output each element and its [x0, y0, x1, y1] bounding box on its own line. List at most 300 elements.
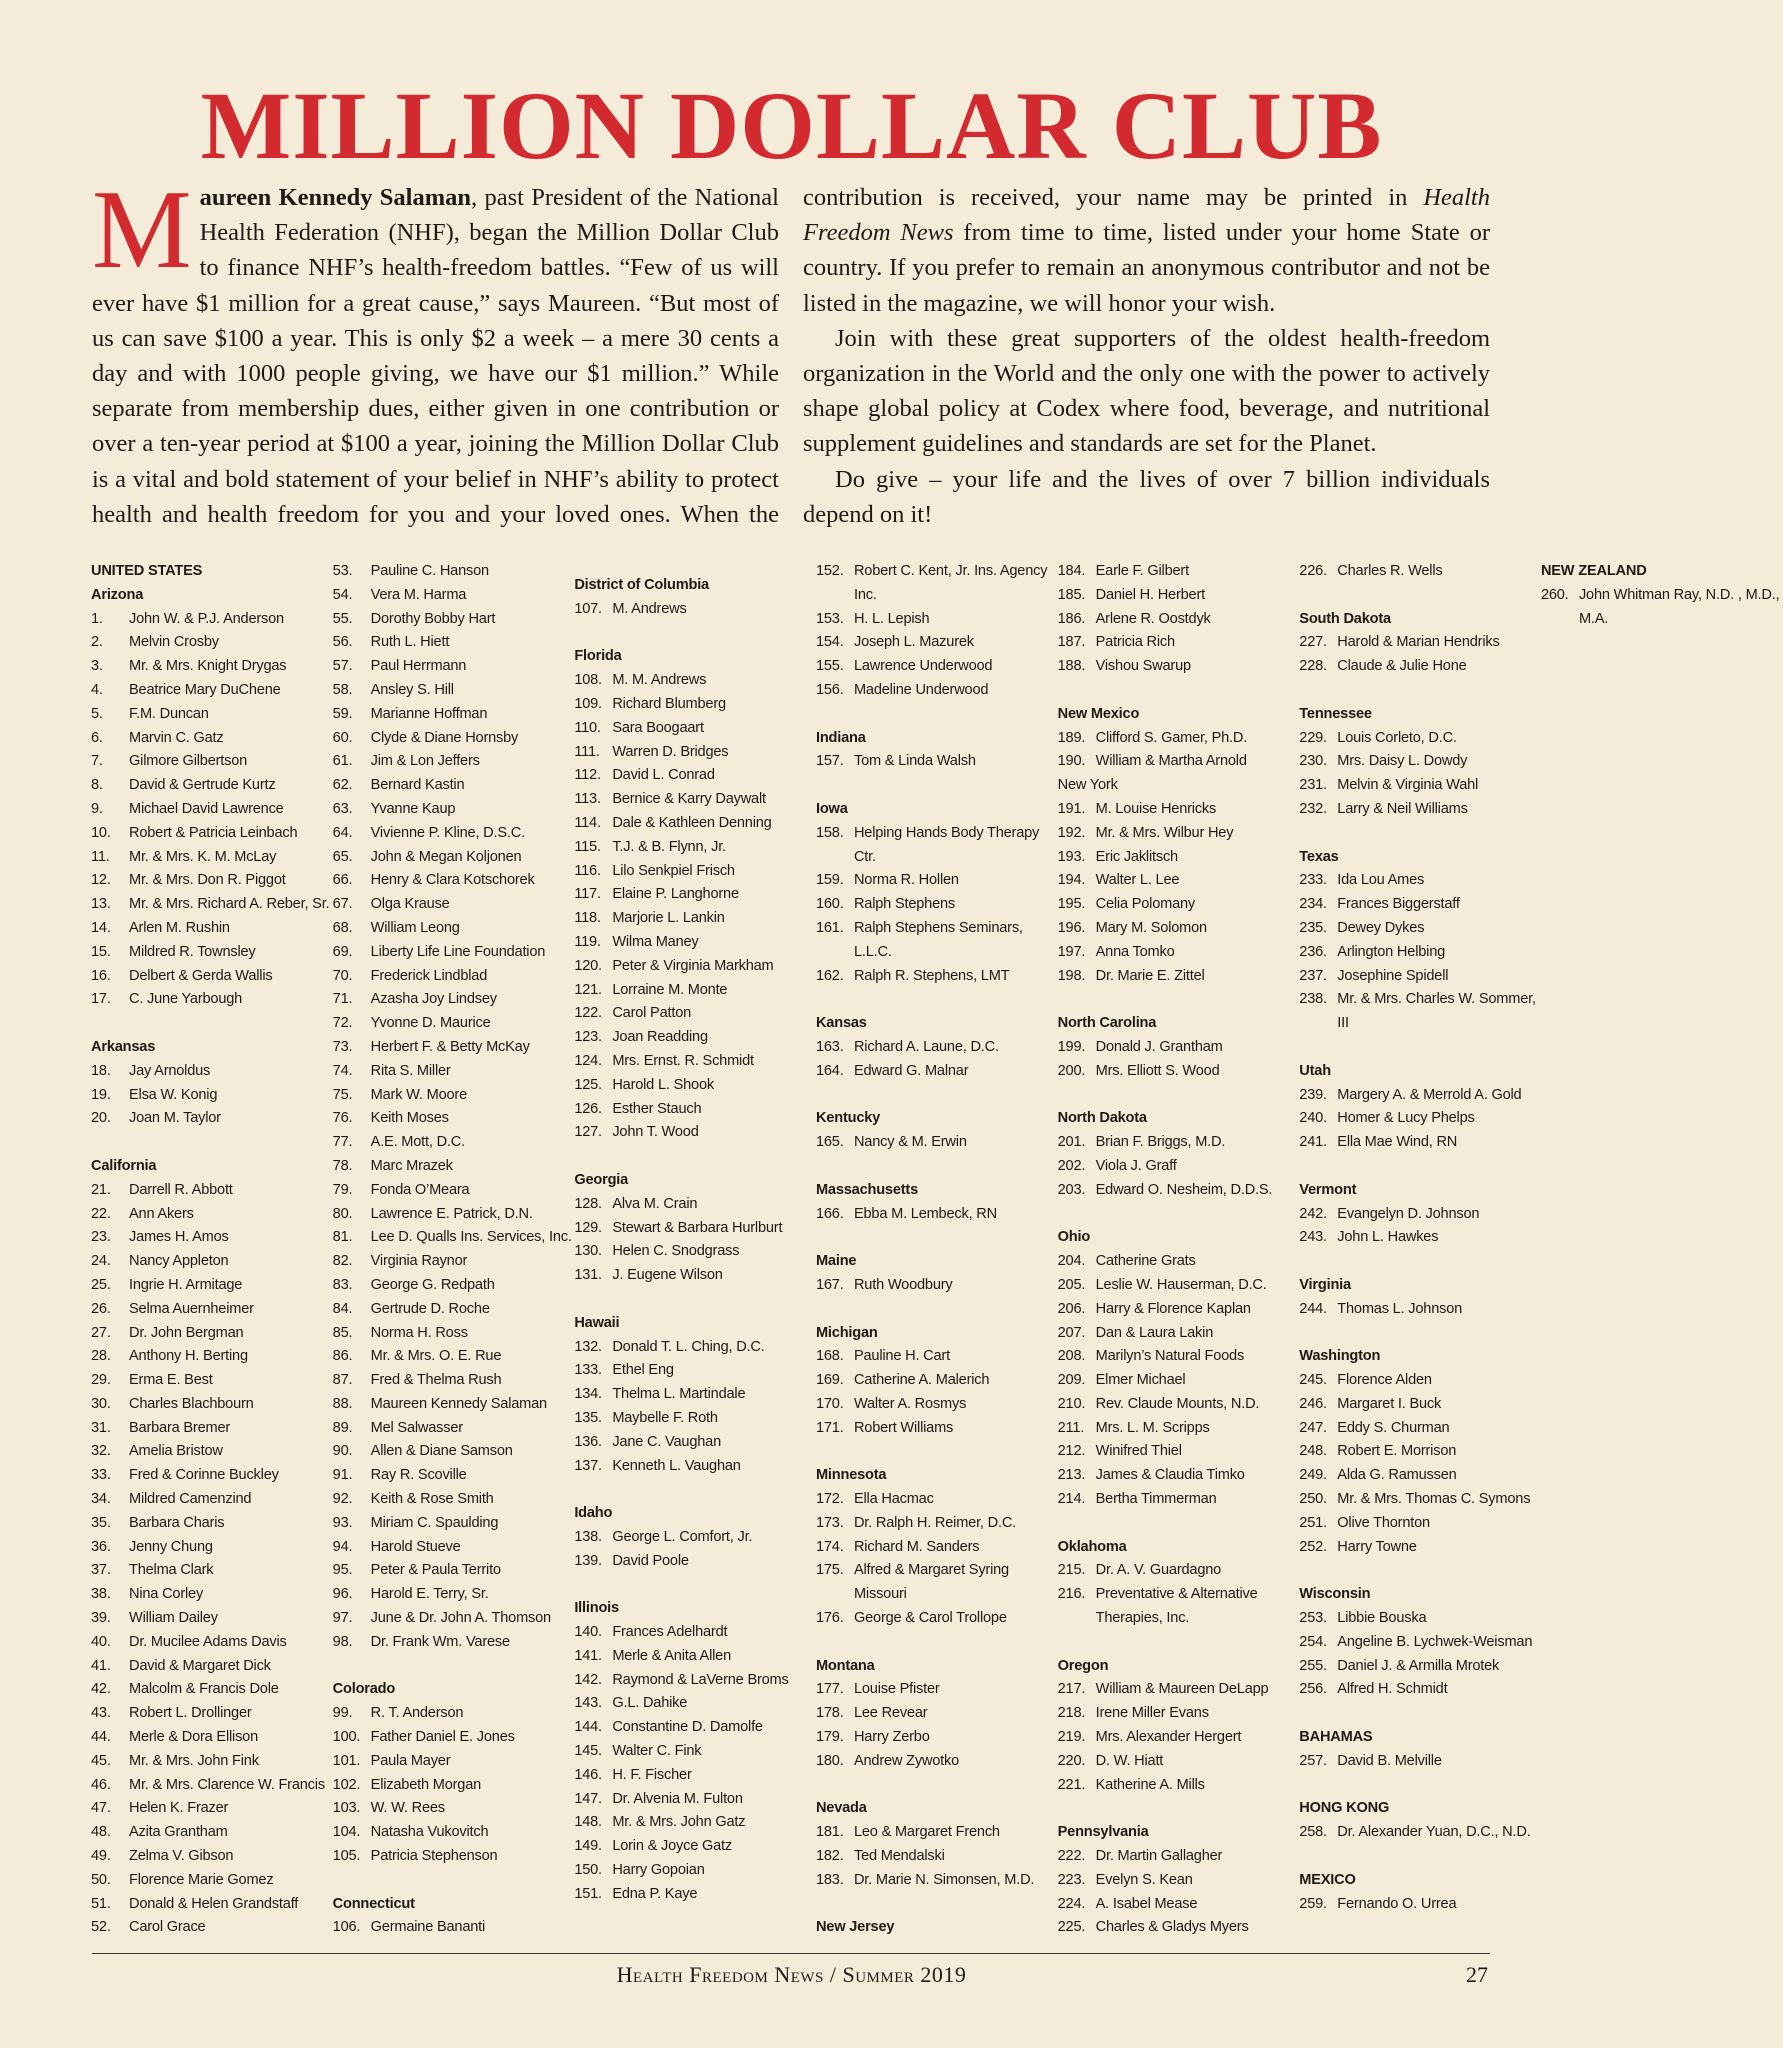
member-number: 10.: [91, 824, 111, 841]
member-entry: [333, 1607, 575, 1631]
state-heading: Texas: [1299, 848, 1339, 865]
member-number: 185.: [1057, 586, 1086, 603]
member-number: 101.: [332, 1752, 361, 1769]
member-name: Harry & Florence Kaplan: [1095, 1300, 1251, 1317]
member-entry: [1299, 1203, 1541, 1227]
member-entry: [91, 917, 333, 941]
member-name: Winifred Thiel: [1095, 1443, 1182, 1460]
member-entry: [1299, 750, 1541, 774]
member-number: 255.: [1299, 1657, 1327, 1674]
member-number: 240.: [1299, 1110, 1327, 1127]
member-number: 214.: [1057, 1491, 1086, 1508]
member-entry: [1058, 655, 1300, 679]
member-name: Evangelyn D. Johnson: [1337, 1205, 1480, 1222]
member-name: Maybelle F. Roth: [612, 1409, 718, 1426]
section-gap: [1058, 1797, 1300, 1821]
member-entry: [333, 1250, 575, 1274]
member-entry: [574, 1026, 816, 1050]
member-number: 59.: [332, 705, 353, 722]
member-entry: [574, 907, 816, 931]
member-name: Thomas L. Johnson: [1337, 1300, 1463, 1317]
member-name: Norma R. Hollen: [853, 872, 959, 889]
member-entry: [816, 1845, 1058, 1869]
member-number: 19.: [91, 1086, 111, 1103]
member-number: 66.: [332, 872, 353, 889]
member-section: [1058, 774, 1300, 988]
state-heading: Oklahoma: [1057, 1538, 1127, 1555]
member-number: 81.: [332, 1229, 353, 1246]
member-name: Claude & Julie Hone: [1337, 658, 1467, 675]
member-entry: [816, 1345, 1058, 1369]
member-name: Joan Readding: [612, 1029, 708, 1046]
member-entry: [1299, 941, 1541, 965]
state-heading: Iowa: [815, 800, 848, 817]
member-section: [333, 1655, 575, 1869]
member-entry: [1058, 1893, 1300, 1917]
member-number: 207.: [1057, 1324, 1086, 1341]
member-section: [574, 622, 816, 1146]
member-entry: [333, 917, 575, 941]
member-entry: [816, 1750, 1058, 1774]
member-number: 192.: [1057, 824, 1086, 841]
member-name: Ralph R. Stephens, LMT: [853, 967, 1010, 984]
member-number: 29.: [91, 1372, 111, 1389]
section-gap: [1058, 988, 1300, 1012]
member-entry: [1299, 655, 1541, 679]
member-entry: [1058, 1179, 1300, 1203]
member-entry: [816, 1369, 1058, 1393]
member-number: 85.: [332, 1324, 353, 1341]
member-name: William & Maureen DeLapp: [1095, 1681, 1269, 1698]
member-entry: [333, 1821, 575, 1845]
country-heading: NEW ZEALAND: [1540, 563, 1647, 579]
member-name: Louis Corleto, D.C.: [1337, 729, 1457, 746]
member-name: Brian F. Briggs, M.D.: [1095, 1134, 1226, 1151]
state-heading: Nevada: [815, 1800, 867, 1817]
member-entry: [816, 1131, 1058, 1155]
member-name: M. M. Andrews: [612, 672, 707, 689]
member-entry: [574, 812, 816, 836]
member-entry: [91, 1203, 333, 1227]
member-entry: [333, 1726, 575, 1750]
member-number: 164.: [815, 1062, 844, 1079]
member-name: Pauline C. Hanson: [370, 563, 489, 579]
member-entry: [1058, 1702, 1300, 1726]
member-name: David & Gertrude Kurtz: [129, 777, 276, 794]
member-number: 5.: [91, 705, 103, 722]
member-entry: [333, 727, 575, 751]
member-number: 191.: [1057, 800, 1086, 817]
member-name: Earle F. Gilbert: [1095, 563, 1189, 579]
member-name: Richard M. Sanders: [853, 1538, 980, 1555]
member-entry: [816, 822, 1058, 870]
member-number: 179.: [815, 1729, 844, 1746]
member-section: [1299, 679, 1541, 822]
member-number: 3.: [91, 658, 103, 675]
member-name: Constantine D. Damolfe: [612, 1719, 763, 1736]
state-heading: Virginia: [1299, 1276, 1351, 1293]
member-number: 225.: [1057, 1919, 1086, 1936]
member-name: Darrell R. Abbott: [129, 1181, 233, 1198]
member-number: 132.: [574, 1338, 602, 1355]
member-number: 7.: [91, 753, 103, 770]
member-number: 9.: [91, 800, 103, 817]
member-entry: [574, 788, 816, 812]
section-gap: [91, 1131, 333, 1155]
member-number: 104.: [332, 1824, 361, 1841]
member-entry: [91, 869, 333, 893]
member-entry: [574, 836, 816, 860]
state-heading: North Dakota: [1057, 1110, 1147, 1127]
member-number: 146.: [574, 1766, 602, 1783]
member-entry: [91, 1060, 333, 1084]
member-entry: [91, 846, 333, 870]
member-number: 43.: [91, 1705, 111, 1722]
member-section: [1299, 1774, 1541, 1845]
member-entry: [333, 1440, 575, 1464]
member-name: Gilmore Gilbertson: [129, 753, 248, 770]
state-heading: Washington: [1299, 1348, 1381, 1365]
member-name: Walter C. Fink: [612, 1743, 702, 1760]
member-name: Delbert & Gerda Wallis: [129, 967, 273, 984]
member-name: Mark W. Moore: [370, 1086, 467, 1103]
member-number: 55.: [332, 610, 353, 627]
section-gap: [1299, 1155, 1541, 1179]
member-entry: [574, 1050, 816, 1074]
member-number: 151.: [574, 1885, 602, 1902]
member-name: Clifford S. Gamer, Ph.D.: [1095, 729, 1248, 746]
member-number: 49.: [91, 1848, 111, 1865]
member-number: 56.: [332, 634, 353, 651]
member-entry: [816, 560, 1058, 608]
member-entry: [333, 1464, 575, 1488]
member-name: Preventative & Alternative Therapies, Inc.: [1095, 1586, 1258, 1627]
member-name: Marianne Hoffman: [370, 705, 488, 722]
member-number: 2.: [91, 634, 103, 651]
member-entry: [816, 1821, 1058, 1845]
member-number: 183.: [815, 1871, 844, 1888]
member-number: 171.: [815, 1419, 844, 1436]
member-entry: [574, 1455, 816, 1479]
member-entry: [333, 750, 575, 774]
section-gap: [1299, 1036, 1541, 1060]
member-name: Azasha Joy Lindsey: [370, 991, 497, 1008]
member-number: 109.: [574, 696, 602, 712]
member-entry: [333, 584, 575, 608]
member-name: Dale & Kathleen Denning: [612, 814, 772, 831]
member-number: 113.: [574, 791, 601, 808]
member-entry: [91, 1536, 333, 1560]
member-name: James H. Amos: [129, 1229, 229, 1246]
member-name: Mrs. L. M. Scripps: [1095, 1419, 1210, 1436]
member-name: John & Megan Koljonen: [370, 848, 522, 865]
member-entry: [333, 1916, 575, 1940]
member-name: Dorothy Bobby Hart: [370, 610, 496, 627]
member-number: 230.: [1299, 753, 1327, 770]
member-number: 80.: [332, 1205, 353, 1222]
member-entry: [91, 1821, 333, 1845]
member-number: 217.: [1057, 1681, 1086, 1698]
state-heading: Michigan: [815, 1324, 878, 1341]
member-entry: [333, 608, 575, 632]
member-name: Tom & Linda Walsh: [853, 753, 976, 770]
member-name: Carol Grace: [129, 1919, 206, 1936]
member-number: 194.: [1057, 872, 1086, 889]
member-entry: [816, 1417, 1058, 1441]
member-section: [574, 1478, 816, 1573]
member-entry: [1058, 941, 1300, 965]
member-entry: [816, 679, 1058, 703]
member-name: Mr. & Mrs. Wilbur Hey: [1095, 824, 1234, 841]
member-number: 37.: [91, 1562, 111, 1579]
member-name: Nina Corley: [129, 1586, 204, 1603]
member-entry: [333, 1369, 575, 1393]
member-entry: [333, 1060, 575, 1084]
member-entry: [574, 1692, 816, 1716]
member-number: 72.: [332, 1015, 353, 1032]
member-number: 137.: [574, 1457, 602, 1474]
member-entry: [91, 703, 333, 727]
member-number: 249.: [1299, 1467, 1327, 1484]
member-entry: [1299, 988, 1541, 1036]
member-name: Malcolm & Francis Dole: [129, 1681, 279, 1698]
member-name: Fonda O’Meara: [370, 1181, 470, 1198]
section-gap: [816, 1893, 1058, 1917]
member-entry: [1058, 1298, 1300, 1322]
member-section: [1299, 1322, 1541, 1560]
member-entry: [91, 1226, 333, 1250]
member-number: 11.: [91, 848, 110, 865]
member-name: Azita Grantham: [129, 1824, 228, 1841]
member-name: Father Daniel E. Jones: [370, 1729, 515, 1746]
member-name: Helen K. Frazer: [129, 1800, 229, 1817]
member-name: Angeline B. Lychwek-Weisman: [1337, 1633, 1533, 1650]
member-name: Bertha Timmerman: [1095, 1491, 1217, 1508]
member-entry: [333, 1322, 575, 1346]
member-number: 117.: [574, 886, 601, 903]
member-name: Frances Adelhardt: [612, 1624, 728, 1641]
member-number: 92.: [332, 1491, 353, 1508]
member-name: Dan & Laura Lakin: [1095, 1324, 1214, 1341]
member-section: [1299, 822, 1541, 1036]
member-number: 189.: [1057, 729, 1086, 746]
member-section: [1058, 988, 1300, 1083]
member-number: 258.: [1299, 1824, 1327, 1841]
member-name: David Poole: [612, 1552, 689, 1569]
member-number: 103.: [332, 1800, 361, 1817]
member-name: Harold L. Shook: [612, 1076, 714, 1093]
member-entry: [91, 1916, 333, 1940]
section-gap: [574, 1145, 816, 1169]
member-number: 150.: [574, 1862, 602, 1879]
member-name: Amelia Bristow: [129, 1443, 223, 1460]
member-name: Mildred Camenzind: [129, 1491, 252, 1508]
member-name: Lorin & Joyce Gatz: [612, 1838, 733, 1855]
section-gap: [1299, 1845, 1541, 1869]
member-section: [333, 1869, 575, 1940]
member-number: 78.: [332, 1157, 353, 1174]
member-number: 248.: [1299, 1443, 1327, 1460]
member-entry: [1058, 869, 1300, 893]
member-entry: [91, 1726, 333, 1750]
member-number: 209.: [1057, 1372, 1086, 1389]
member-entry: [91, 679, 333, 703]
member-name: Michael David Lawrence: [129, 800, 284, 817]
member-section: [1299, 1845, 1541, 1916]
member-name: G.L. Dahike: [612, 1695, 688, 1712]
member-number: 133.: [574, 1362, 602, 1379]
member-entry: [816, 750, 1058, 774]
member-number: 48.: [91, 1824, 111, 1841]
member-entry: [1058, 1559, 1300, 1583]
member-entry: [91, 1702, 333, 1726]
member-name: John T. Wood: [612, 1124, 699, 1141]
member-entry: [574, 1764, 816, 1788]
member-entry: [91, 727, 333, 751]
member-number: 170.: [815, 1395, 844, 1412]
member-entry: [1299, 1631, 1541, 1655]
member-entry: [1299, 560, 1541, 584]
member-entry: [1058, 1322, 1300, 1346]
member-name: Frederick Lindblad: [370, 967, 488, 984]
member-name: Mr. & Mrs. Knight Drygas: [129, 658, 287, 675]
member-entry: [91, 1322, 333, 1346]
member-name: Elsa W. Konig: [129, 1086, 218, 1103]
member-name: Madeline Underwood: [853, 681, 989, 698]
member-entry: [333, 869, 575, 893]
member-section: [1058, 679, 1300, 774]
section-gap: [1058, 679, 1300, 703]
member-name: Pauline H. Cart: [853, 1348, 950, 1365]
member-number: 6.: [91, 729, 103, 746]
member-name: Libbie Bouska: [1337, 1610, 1427, 1627]
member-name: Rita S. Miller: [370, 1062, 451, 1079]
member-entry: [91, 1084, 333, 1108]
section-gap: [1299, 1702, 1541, 1726]
member-number: 161.: [815, 919, 844, 936]
member-entry: [816, 1036, 1058, 1060]
member-name: Marvin C. Gatz: [129, 729, 224, 746]
member-number: 174.: [815, 1538, 844, 1555]
member-number: 16.: [91, 967, 111, 984]
member-entry: [1299, 1226, 1541, 1250]
member-name: Harold & Marian Hendriks: [1337, 634, 1500, 651]
member-entry: [91, 1464, 333, 1488]
member-entry: [816, 869, 1058, 893]
member-entry: [1058, 584, 1300, 608]
member-name: James & Claudia Timko: [1095, 1467, 1245, 1484]
member-number: 39.: [91, 1610, 111, 1627]
member-name: Harry Zerbo: [853, 1729, 930, 1746]
member-name: Keith & Rose Smith: [370, 1491, 494, 1508]
member-entry: [333, 1417, 575, 1441]
member-section: [816, 1298, 1058, 1441]
member-number: 51.: [91, 1895, 111, 1912]
state-heading: Kentucky: [815, 1110, 881, 1127]
member-number: 105.: [332, 1848, 361, 1865]
member-number: 195.: [1057, 896, 1086, 913]
member-entry: [1299, 1678, 1541, 1702]
member-number: 145.: [574, 1743, 602, 1760]
member-number: 108.: [574, 672, 602, 689]
member-name: Mrs. Daisy L. Dowdy: [1337, 753, 1468, 770]
member-section: [1058, 1512, 1300, 1631]
member-number: 73.: [332, 1038, 353, 1055]
member-number: 102.: [332, 1776, 361, 1793]
state-heading: Montana: [815, 1657, 875, 1674]
state-heading: Florida: [574, 648, 622, 665]
member-name: Edna P. Kaye: [612, 1885, 698, 1902]
footer-publication: Health Freedom News / Summer 2019: [616, 1962, 967, 1987]
member-number: 260.: [1540, 586, 1569, 603]
member-number: 139.: [574, 1552, 602, 1569]
member-name: Dr. Marie E. Zittel: [1095, 967, 1205, 984]
member-name: Vishou Swarup: [1095, 658, 1191, 675]
member-entry: [333, 893, 575, 917]
member-number: 147.: [574, 1790, 602, 1807]
member-entry: [1299, 631, 1541, 655]
member-entry: [91, 1559, 333, 1583]
member-number: 234.: [1299, 896, 1327, 913]
member-entry: [1299, 1536, 1541, 1560]
member-entry: [1058, 1845, 1300, 1869]
member-name: Esther Stauch: [612, 1100, 702, 1117]
member-name: Mr. & Mrs. O. E. Rue: [370, 1348, 502, 1365]
member-entry: [1299, 1417, 1541, 1441]
member-entry: [333, 965, 575, 989]
member-name: Ansley S. Hill: [370, 681, 454, 698]
member-number: 205.: [1057, 1276, 1086, 1293]
member-number: 138.: [574, 1528, 602, 1545]
section-gap: [574, 622, 816, 646]
member-entry: [1299, 774, 1541, 798]
member-entry: [574, 717, 816, 741]
member-entry: [574, 883, 816, 907]
member-number: 231.: [1299, 777, 1327, 794]
member-entry: [91, 822, 333, 846]
member-number: 182.: [815, 1848, 844, 1865]
country-heading: HONG KONG: [1299, 1800, 1390, 1817]
section-gap: [574, 1288, 816, 1312]
member-number: 220.: [1057, 1752, 1086, 1769]
member-name: Mel Salwasser: [370, 1419, 463, 1436]
member-name: Robert Williams: [853, 1419, 954, 1436]
member-entry: [333, 822, 575, 846]
country-heading: UNITED STATES: [91, 563, 203, 579]
member-name: C. June Yarbough: [129, 991, 243, 1008]
member-name: Mrs. Elliott S. Wood: [1095, 1062, 1220, 1079]
member-number: 63.: [332, 800, 353, 817]
member-number: 176.: [815, 1610, 844, 1627]
member-name: Mr. & Mrs. John Gatz: [612, 1814, 746, 1831]
member-name: Viola J. Graff: [1095, 1157, 1177, 1174]
member-entry: [1058, 750, 1300, 774]
member-number: 38.: [91, 1586, 111, 1603]
member-number: 184.: [1057, 563, 1086, 579]
member-number: 159.: [815, 872, 844, 889]
member-entry: [816, 1060, 1058, 1084]
member-name: Henry & Clara Kotschorek: [370, 872, 535, 889]
intro-paragraph-3: Do give – your life and the lives of over 7 billion individuals depend on it!: [803, 465, 1490, 528]
member-number: 204.: [1057, 1253, 1086, 1270]
member-name: June & Dr. John A. Thomson: [370, 1610, 551, 1627]
member-entry: [1299, 1821, 1541, 1845]
member-entry: [333, 1155, 575, 1179]
member-number: 1.: [91, 610, 103, 627]
member-entry: [333, 1345, 575, 1369]
member-name: Dewey Dykes: [1337, 919, 1425, 936]
member-section: [816, 1084, 1058, 1155]
